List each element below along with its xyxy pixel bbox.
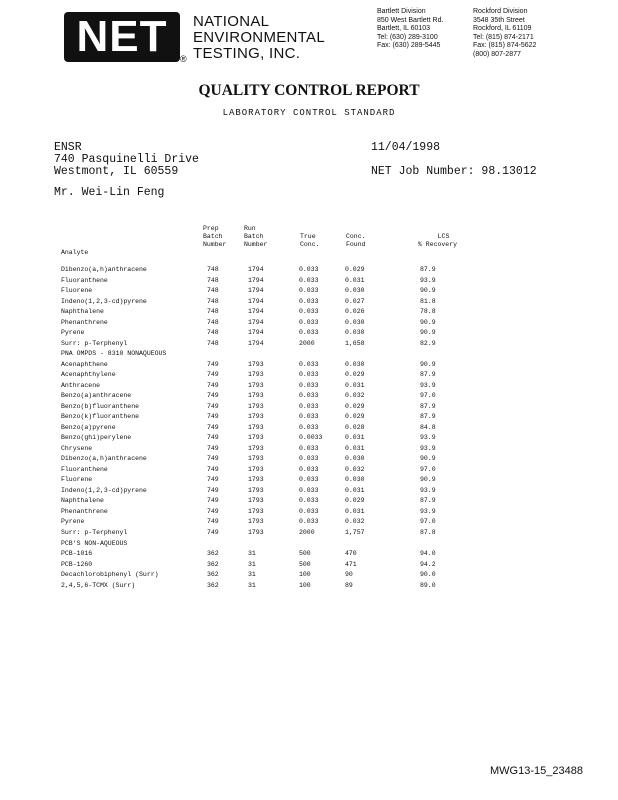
cell-found: 0.031	[345, 507, 365, 515]
header-true-conc	[300, 233, 320, 249]
job-number: NET Job Number: 98.13012	[371, 165, 537, 178]
table-row	[0, 549, 618, 560]
cell-found: 0.032	[345, 465, 365, 473]
cell-analyte: Benzo(a)pyrene	[61, 423, 116, 431]
cell-true: 0.033	[299, 329, 319, 337]
cell-analyte: Phenanthrene	[61, 318, 108, 326]
client-contact: Mr. Wei-Lin Feng	[54, 186, 165, 199]
cell-lcs: 93.9	[420, 381, 436, 389]
cell-lcs: 89.0	[420, 581, 436, 589]
cell-analyte: Decachlorobiphenyl (Surr)	[61, 571, 159, 579]
cell-prep: 748	[207, 287, 219, 295]
cell-true: 0.033	[299, 455, 319, 463]
cell-found: 0.029	[345, 402, 365, 410]
bartlett-line: Tel: (630) 289-3100	[377, 33, 438, 41]
cell-analyte: Dibenzo(a,h)anthracene	[61, 455, 147, 463]
cell-lcs: 81.8	[420, 297, 436, 305]
cell-prep: 362	[207, 560, 219, 568]
cell-true: 0.033	[299, 413, 319, 421]
cell-run: 31	[248, 581, 256, 589]
header-conc-found	[346, 233, 366, 249]
cell-prep: 749	[207, 371, 219, 379]
net-logo: NET	[64, 12, 180, 62]
cell-true: 0.033	[299, 371, 319, 379]
cell-true: 0.033	[299, 381, 319, 389]
cell-found: 0.030	[345, 329, 365, 337]
table-row	[0, 454, 618, 465]
table-row	[0, 381, 618, 392]
rockford-line: Fax: (815) 874-5622	[473, 42, 537, 49]
cell-prep: 749	[207, 476, 219, 484]
company-name	[193, 14, 325, 62]
cell-run: 1793	[248, 476, 264, 484]
rockford-line: (800) 807-2877	[473, 50, 521, 58]
cell-lcs: 94.0	[420, 550, 436, 558]
cell-lcs: 87.9	[420, 402, 436, 410]
cell-found: 0.031	[345, 381, 365, 389]
cell-run: 1793	[248, 360, 264, 368]
cell-analyte: Benzo(b)fluoranthene	[61, 402, 140, 410]
cell-found: 0.030	[345, 455, 365, 463]
header-text: Batch	[203, 233, 223, 240]
cell-lcs: 78.8	[420, 308, 436, 316]
rockford-line: Rockford, IL 61109	[473, 25, 532, 32]
cell-lcs: 87.9	[420, 497, 436, 505]
table-row	[0, 307, 618, 318]
cell-found: 0.032	[345, 518, 365, 526]
header-text: Conc.	[346, 233, 366, 240]
cell-true: 0.033	[299, 360, 319, 368]
cell-prep: 362	[207, 550, 219, 558]
cell-analyte: Naphthalene	[61, 308, 104, 316]
header-text: Prep	[203, 225, 219, 232]
section-title: PNA OMPDS - 8310 NONAQUEOUS	[61, 350, 167, 358]
rockford-line: 3548 35th Street	[473, 16, 525, 24]
cell-run: 1793	[248, 402, 264, 410]
cell-run: 1793	[248, 465, 264, 473]
cell-prep: 749	[207, 529, 219, 536]
header-text: Number	[244, 241, 268, 248]
cell-prep: 748	[207, 318, 219, 326]
section-title: PCB'S NON-AQUEOUS	[61, 539, 128, 547]
cell-prep: 749	[207, 486, 219, 494]
rockford-division-address	[473, 8, 536, 59]
table-row	[0, 339, 618, 350]
cell-prep: 748	[207, 297, 219, 305]
cell-true: 0.033	[299, 423, 319, 431]
cell-true: 0.033	[299, 392, 319, 400]
cell-analyte: PCB-1260	[61, 560, 93, 568]
cell-true: 0.033	[299, 266, 319, 273]
cell-true: 2000	[299, 339, 315, 347]
table-row	[0, 496, 618, 507]
cell-prep: 749	[207, 497, 219, 505]
section-header-row	[0, 539, 618, 550]
cell-analyte: 2,4,5,6-TCMX (Surr)	[61, 581, 136, 589]
table-row	[0, 423, 618, 434]
cell-prep: 749	[207, 392, 219, 400]
table-row	[0, 507, 618, 518]
cell-lcs: 90.9	[420, 287, 436, 295]
table-row	[0, 486, 618, 497]
cell-lcs: 84.8	[420, 423, 436, 431]
cell-lcs: 94.2	[420, 560, 436, 568]
cell-prep: 749	[207, 444, 219, 452]
cell-prep: 749	[207, 381, 219, 389]
table-row	[0, 297, 618, 308]
cell-found: 90	[345, 571, 353, 579]
cell-run: 1794	[248, 329, 264, 337]
cell-found: 0.030	[345, 360, 365, 368]
cell-lcs: 90.0	[420, 571, 436, 579]
bartlett-line: Fax: (630) 289-5445	[377, 42, 441, 49]
company-line-1: NATIONAL	[193, 13, 270, 30]
header-prep-batch	[203, 225, 226, 249]
cell-true: 0.033	[299, 276, 319, 284]
header-lcs-recovery	[418, 233, 457, 249]
cell-analyte: Pyrene	[61, 329, 85, 337]
cell-found: 470	[345, 550, 357, 558]
cell-lcs: 93.9	[420, 276, 436, 284]
cell-run: 1794	[248, 297, 264, 305]
table-row	[0, 581, 618, 592]
cell-true: 0.033	[299, 444, 319, 452]
qc-results-table	[0, 265, 618, 615]
cell-lcs: 87.9	[420, 371, 436, 379]
cell-run: 1794	[248, 318, 264, 326]
table-row	[0, 570, 618, 581]
table-row	[0, 412, 618, 423]
cell-prep: 748	[207, 308, 219, 316]
cell-lcs: 90.9	[420, 329, 436, 337]
cell-run: 1793	[248, 497, 264, 505]
cell-prep: 748	[207, 339, 219, 347]
cell-true: 0.033	[299, 287, 319, 295]
cell-lcs: 97.0	[420, 518, 436, 526]
cell-true: 100	[299, 581, 311, 589]
cell-lcs: 90.9	[420, 476, 436, 484]
cell-found: 0.031	[345, 276, 365, 284]
table-row	[0, 265, 618, 276]
cell-analyte: Fluoranthene	[61, 276, 108, 284]
table-row	[0, 444, 618, 455]
rockford-line: Rockford Division	[473, 8, 528, 15]
table-row	[0, 360, 618, 371]
bartlett-line: 850 West Bartlett Rd.	[377, 16, 444, 24]
cell-prep: 749	[207, 455, 219, 463]
table-row	[0, 402, 618, 413]
cell-run: 1793	[248, 371, 264, 379]
cell-true: 0.033	[299, 297, 319, 305]
cell-found: 0.029	[345, 371, 365, 379]
table-row	[0, 528, 618, 539]
cell-run: 1793	[248, 381, 264, 389]
table-row	[0, 328, 618, 339]
cell-run: 31	[248, 571, 256, 579]
cell-analyte: Benzo(a)anthracene	[61, 392, 132, 400]
cell-prep: 749	[207, 507, 219, 515]
cell-run: 1793	[248, 518, 264, 526]
cell-true: 0.033	[299, 318, 319, 326]
cell-run: 1794	[248, 287, 264, 295]
client-address-line-1: 740 Pasquinelli Drive	[54, 153, 199, 166]
report-date: 11/04/1998	[371, 141, 441, 154]
cell-analyte: Benzo(k)fluoranthene	[61, 413, 140, 421]
client-address	[54, 142, 199, 178]
cell-analyte: Anthracene	[61, 381, 101, 389]
cell-found: 0.031	[345, 486, 365, 494]
document-id: MWG13-15_23488	[490, 765, 583, 777]
cell-lcs: 93.9	[420, 486, 436, 494]
cell-analyte: Naphthalene	[61, 497, 104, 505]
cell-true: 500	[299, 550, 311, 558]
cell-prep: 749	[207, 402, 219, 410]
cell-run: 1793	[248, 392, 264, 400]
table-row	[0, 276, 618, 287]
cell-true: 0.0033	[299, 434, 323, 442]
cell-found: 0.031	[345, 434, 365, 442]
cell-run: 1793	[248, 486, 264, 494]
cell-lcs: 93.9	[420, 434, 436, 442]
table-row	[0, 475, 618, 486]
cell-lcs: 97.0	[420, 392, 436, 400]
cell-analyte: Acenaphthylene	[61, 371, 116, 379]
cell-lcs: 93.9	[420, 444, 436, 452]
cell-found: 0.028	[345, 423, 365, 431]
table-row	[0, 370, 618, 381]
cell-analyte: PCB-1016	[61, 550, 93, 558]
cell-found: 0.030	[345, 287, 365, 295]
bartlett-division-address	[377, 8, 443, 51]
cell-found: 0.029	[345, 497, 365, 505]
cell-lcs: 93.9	[420, 507, 436, 515]
header-text: % Recovery	[418, 241, 458, 248]
cell-lcs: 90.9	[420, 318, 436, 326]
cell-analyte: Chrysene	[61, 444, 93, 452]
table-row	[0, 433, 618, 444]
cell-lcs: 87.8	[420, 529, 436, 536]
table-row	[0, 560, 618, 571]
header-text: Batch	[244, 233, 264, 240]
table-row	[0, 318, 618, 329]
client-name: ENSR	[54, 141, 82, 154]
report-title: QUALITY CONTROL REPORT	[198, 82, 420, 99]
table-row	[0, 517, 618, 528]
table-row	[0, 391, 618, 402]
cell-analyte: Dibenzo(a,h)anthracene	[61, 266, 147, 273]
cell-found: 0.030	[345, 318, 365, 326]
cell-prep: 749	[207, 518, 219, 526]
cell-lcs: 90.9	[420, 455, 436, 463]
table-row	[0, 286, 618, 297]
cell-lcs: 82.9	[420, 339, 436, 347]
cell-prep: 749	[207, 423, 219, 431]
cell-run: 1793	[248, 507, 264, 515]
bartlett-line: Bartlett Division	[377, 8, 426, 15]
cell-true: 0.033	[299, 518, 319, 526]
cell-run: 1794	[248, 308, 264, 316]
cell-analyte: Fluoranthene	[61, 465, 108, 473]
cell-analyte: Fluorene	[61, 287, 93, 295]
cell-true: 0.033	[299, 486, 319, 494]
cell-prep: 749	[207, 434, 219, 442]
cell-found: 0.027	[345, 297, 365, 305]
cell-run: 31	[248, 550, 256, 558]
cell-true: 0.033	[299, 476, 319, 484]
cell-found: 89	[345, 581, 353, 589]
cell-found: 0.026	[345, 308, 365, 316]
header-analyte: Analyte	[61, 249, 89, 256]
cell-true: 0.033	[299, 507, 319, 515]
cell-run: 31	[248, 560, 256, 568]
cell-lcs: 90.9	[420, 360, 436, 368]
header-text: True	[300, 233, 316, 240]
header-text: Run	[244, 225, 256, 232]
job-info	[371, 142, 537, 178]
header-text: Number	[203, 241, 227, 248]
company-line-2: ENVIRONMENTAL	[193, 29, 325, 46]
cell-lcs: 97.0	[420, 465, 436, 473]
cell-prep: 749	[207, 360, 219, 368]
cell-prep: 749	[207, 465, 219, 473]
cell-true: 0.033	[299, 465, 319, 473]
cell-lcs: 87.9	[420, 266, 436, 273]
cell-prep: 748	[207, 276, 219, 284]
cell-true: 0.033	[299, 497, 319, 505]
cell-found: 1,757	[345, 529, 365, 536]
cell-found: 471	[345, 560, 357, 568]
cell-found: 0.030	[345, 476, 365, 484]
cell-analyte: Acenaphthene	[61, 360, 108, 368]
header-text: Conc.	[300, 241, 320, 248]
report-subtitle: LABORATORY CONTROL STANDARD	[222, 108, 396, 118]
cell-true: 2000	[299, 529, 315, 536]
bartlett-line: Bartlett, IL 60103	[377, 25, 431, 32]
cell-prep: 362	[207, 581, 219, 589]
cell-prep: 362	[207, 571, 219, 579]
client-address-line-2: Westmont, IL 60559	[54, 165, 179, 178]
cell-run: 1794	[248, 276, 264, 284]
cell-run: 1793	[248, 444, 264, 452]
cell-lcs: 87.9	[420, 413, 436, 421]
registered-mark: ®	[180, 54, 187, 64]
cell-found: 0.032	[345, 392, 365, 400]
rockford-line: Tel: (815) 874-2171	[473, 33, 534, 41]
cell-true: 0.033	[299, 308, 319, 316]
cell-analyte: Phenanthrene	[61, 507, 108, 515]
cell-run: 1793	[248, 455, 264, 463]
cell-analyte: Surr: p-Terphenyl	[61, 529, 128, 536]
cell-found: 0.031	[345, 444, 365, 452]
cell-run: 1793	[248, 529, 264, 536]
section-header-row	[0, 349, 618, 360]
company-line-3: TESTING, INC.	[193, 45, 301, 62]
header-text: LCS	[437, 233, 450, 240]
cell-prep: 749	[207, 413, 219, 421]
cell-analyte: Benzo(ghi)perylene	[61, 434, 132, 442]
cell-true: 500	[299, 560, 311, 568]
cell-run: 1793	[248, 413, 264, 421]
cell-prep: 748	[207, 266, 219, 273]
cell-found: 0.029	[345, 413, 365, 421]
header-run-batch	[244, 225, 267, 249]
cell-analyte: Indeno(1,2,3-cd)pyrene	[61, 486, 147, 494]
cell-analyte: Surr: p-Terphenyl	[61, 339, 128, 347]
header-text: Found	[346, 241, 366, 248]
cell-analyte: Fluorene	[61, 476, 93, 484]
cell-found: 1,658	[345, 339, 365, 347]
cell-run: 1794	[248, 339, 264, 347]
cell-true: 100	[299, 571, 311, 579]
cell-found: 0.029	[345, 266, 365, 273]
cell-analyte: Pyrene	[61, 518, 85, 526]
cell-run: 1793	[248, 434, 264, 442]
cell-true: 0.033	[299, 402, 319, 410]
cell-run: 1793	[248, 423, 264, 431]
cell-prep: 748	[207, 329, 219, 337]
table-row	[0, 465, 618, 476]
cell-run: 1794	[248, 266, 264, 273]
cell-analyte: Indeno(1,2,3-cd)pyrene	[61, 297, 147, 305]
